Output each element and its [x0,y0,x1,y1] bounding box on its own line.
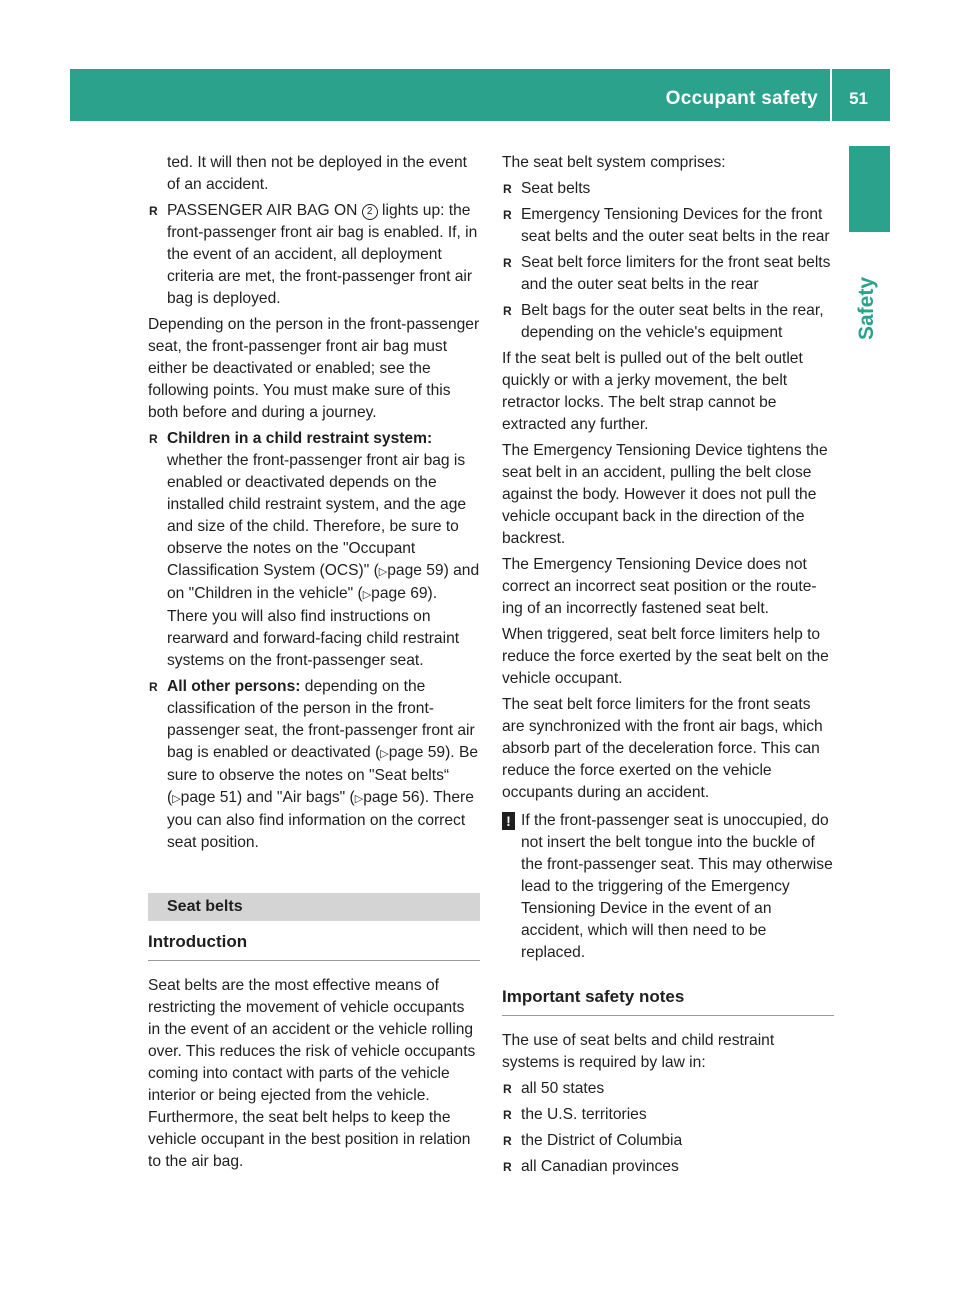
system-item: Seat belt force limiters for the front seat belts and the outer seat belts in the rear [521,254,831,293]
warning-note [502,810,834,964]
children-heading: Children in a child restraint system: [167,430,433,447]
safety-notes-heading: Important safety notes [502,986,834,1016]
page-arrow-icon: ▷ [362,589,372,601]
others-heading: All other persons: [167,678,301,695]
law-item: all 50 states [521,1080,605,1097]
paragraph-triggered: When triggered, seat belt force limiters help to reduce the force exerted by the seat belt on the vehicle occupant. [502,626,829,687]
list-item [502,178,834,200]
bullet-marker: R [503,256,512,270]
bullet-marker: R [503,1082,512,1096]
side-tab-marker [849,146,890,232]
continued-paragraph: ted. It will then not be deployed in the event of an accident. [167,154,467,193]
bullet-marker: R [503,1134,512,1148]
others-text: ). There you can also find information on the correct seat position. [167,789,474,851]
children-text: ). There you will also find instructions on rearward and forward-facing child restraint systems on the front-passenger seat. [167,585,460,669]
law-item: the District of Columbia [521,1132,683,1149]
page-reference-link[interactable]: page 59 [387,562,444,579]
page-reference-link[interactable]: page 51 [180,789,238,806]
law-item: all Canadian provinces [521,1158,679,1175]
page-reference-link[interactable]: page 59 [388,744,446,761]
page-arrow-icon: ▷ [172,793,181,805]
bullet-marker: R [503,208,512,222]
list-item [502,204,834,248]
list-item [502,1104,834,1126]
page-reference-link[interactable]: page 56 [363,789,420,806]
left-column [148,152,480,1177]
list-item [148,200,480,310]
paragraph-synchronized: The seat belt force limiters for the front seats are synchronized with the front air bags, which absorb part of the deceleration force. This can reduce the force exerted on the vehicle occupants during an accident. [502,696,823,801]
list-item [502,300,834,344]
warning-text: If the front-passenger seat is unoccupied, do not insert the belt tongue into the buckle of the front-passenger seat. This may otherwise lead to the triggering of the Emergency Tensioning Device in the event of an accident, which will then need to be replaced. [521,812,833,961]
bullet-marker: R [149,204,158,218]
passenger-on-text-start: PASSENGER AIR BAG ON [167,202,358,219]
section-title: Occupant safety [665,88,818,109]
system-item: Seat belts [521,180,591,197]
warning-icon: ! [502,812,515,830]
paragraph-not-correct: The Emergency Tensioning Device does not correct an incorrect seat position or the route-ing of an incorrectly fastened seat belt. [502,556,817,617]
system-item: Emergency Tensioning Devices for the front seat belts and the outer seat belts in the rear [521,206,830,245]
bullet-marker: R [503,304,512,318]
passenger-on-text-end: lights up: the front-passenger front air bag is enabled. If, in the event of an accident, all deployment criteria are met, the front-passenger front air bag is deployed. [167,202,478,307]
bullet-marker: R [149,432,158,446]
system-intro: The seat belt system comprises: [502,154,726,171]
paragraph-tightens: The Emergency Tensioning Device tightens the seat belt in an accident, pulling the belt close against the body. However it does not pull the vehicle occupant back in the direction of the backrest. [502,442,828,547]
depending-paragraph: Depending on the person in the front-passenger seat, the front-passenger front air bag must either be deactivated or enabled; see the following points. You must make sure of this both before and during a journey. [148,316,480,421]
page-arrow-icon: ▷ [378,566,388,578]
page-reference-link[interactable]: page 69 [371,585,428,602]
list-item [502,1156,834,1178]
header-bar [70,69,890,121]
page-arrow-icon: ▷ [380,748,389,760]
bullet-marker: R [503,1108,512,1122]
bullet-marker: R [503,182,512,196]
law-item: the U.S. territories [521,1106,647,1123]
bullet-marker: R [149,680,158,694]
list-item-others [148,676,480,854]
children-text: whether the front-passenger front air bag is enabled or deactivated depends on the installed child restraint system, and the age and size of the child. Therefore, be sure to observe the notes on the "Occupant Classification System (OCS)" ( [167,452,467,579]
page-arrow-icon: ▷ [354,793,364,805]
introduction-heading: Introduction [148,931,480,961]
paragraph-pulled: If the seat belt is pulled out of the belt outlet quickly or with a jerky movement, the belt retractor locks. The belt strap cannot be extracted any further. [502,350,803,433]
list-item [502,252,834,296]
header-divider [830,69,832,121]
page-number: 51 [849,89,868,108]
list-item-children [148,428,480,672]
side-tab-label: Safety [855,276,878,340]
bullet-marker: R [503,1160,512,1174]
others-text: ) and "Air bags" ( [237,789,355,806]
paragraph-required: The use of seat belts and child restraint systems is required by law in: [502,1032,775,1071]
system-item: Belt bags for the outer seat belts in the rear, depending on the vehicle's equipment [521,302,824,341]
list-item [502,1078,834,1100]
others-text: depending on the classification of the person in the front-passenger seat, the front-passenger front air bag is enabled or deactivated ( [167,678,475,761]
callout-number: 2 [362,204,378,220]
others-text: ). Be sure to observe the notes on "Seat belts“ ( [167,744,479,806]
right-column [502,152,834,1182]
children-text: ) and on "Children in the vehicle" ( [167,562,480,602]
introduction-paragraph: Seat belts are the most effective means of restricting the movement of vehicle occupants in the event of an accident or the vehicle rolling over. This reduces the risk of vehicle occupants coming into contact with parts of the vehicle interior or being ejected from the vehicle. Furthermore, the seat belt helps to keep the vehicle occupant in the best position in relation to the air bag. [148,977,476,1170]
section-band-heading: Seat belts [148,893,480,921]
list-item [502,1130,834,1152]
